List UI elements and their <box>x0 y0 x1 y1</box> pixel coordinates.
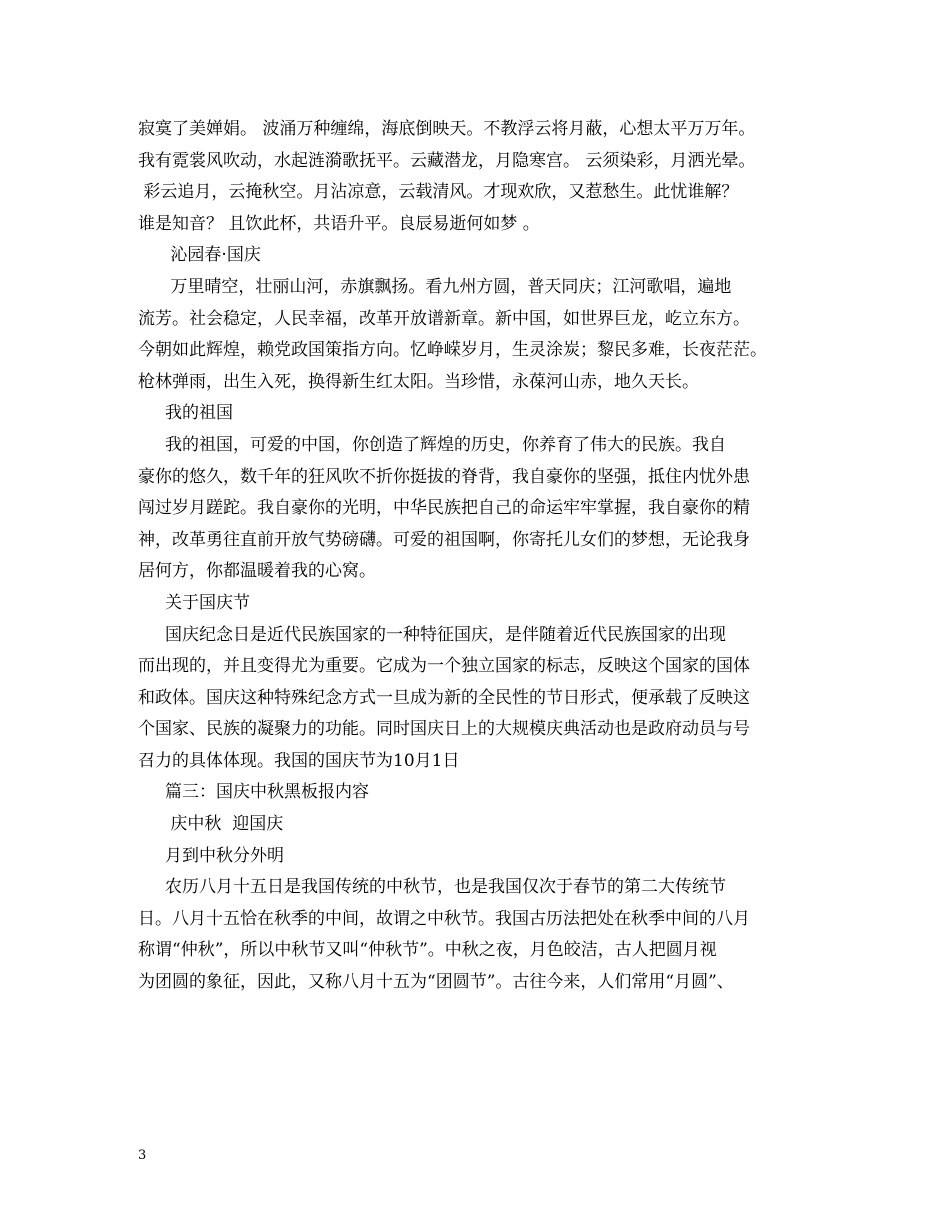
text-line: 神，改革勇往直前开放气势磅礴。可爱的祖国啊，你寄托儿女们的梦想，无论我身 <box>138 529 750 550</box>
text-line: 枪林弹雨，出生入死，换得新生红太阳。当珍惜，永葆河山赤，地久天长。 <box>138 371 699 392</box>
text-line: 寂寞了美婵娟。 波涌万种缠绵，海底倒映天。不教浮云将月蔽，心想太平万万年。 <box>138 119 756 139</box>
text-line: 彩云追月，云掩秋空。月沾凉意，云载清风。才现欢欣，又惹愁生。此忧谁解？ <box>138 182 739 203</box>
text-line: 今朝如此辉煌，赖党政国策指方向。忆峥嵘岁月，生灵涂炭；黎民多难，长夜茫茫。 <box>138 340 767 361</box>
text-line: 闯过岁月蹉跎。我自豪你的光明，中华民族把自己的命运牢牢掌握，我自豪你的精 <box>138 498 750 519</box>
text-line: 万里晴空，壮丽山河，赤旗飘扬。看九州方圆，普天同庆；江河歌唱，遍地 <box>138 276 732 297</box>
text-line: 谁是知音？ 且饮此杯，共语升平。良辰易逝何如梦 。 <box>138 213 540 234</box>
text-line: 居何方，你都温暖着我的心窝。 <box>138 561 376 582</box>
text-line: 国庆纪念日是近代民族国家的一种特征国庆，是伴随着近代民族国家的出现 <box>138 624 727 645</box>
section-heading: 庆中秋 迎国庆 <box>138 814 284 835</box>
text-line: 我有霓裳风吹动，水起涟漪歌抚平。云藏潜龙，月隐寒宫。 云须染彩，月洒光晕。 <box>138 150 756 171</box>
section-heading: 月到中秋分外明 <box>138 845 285 866</box>
text-line: 为团圆的象征，因此，又称八月十五为“团圆节”。古往今来，人们常用“月圆”、 <box>138 972 734 993</box>
text-line: 个国家、民族的凝聚力的功能。同时国庆日上的大规模庆典活动也是政府动员与号 <box>138 719 750 740</box>
text-line: 我的祖国，可爱的中国，你创造了辉煌的历史，你养育了伟大的民族。我自 <box>138 434 727 455</box>
text-line: 豪你的悠久，数千年的狂风吹不折你挺拔的脊背，我自豪你的坚强，抵住内忧外患 <box>138 466 750 487</box>
section-heading: 沁园春·国庆 <box>138 245 261 266</box>
section-heading: 关于国庆节 <box>138 592 251 613</box>
text-line: 而出现的，并且变得尤为重要。它成为一个独立国家的标志，反映这个国家的国体 <box>138 656 750 677</box>
section-heading: 篇三：国庆中秋黑板报内容 <box>138 782 370 803</box>
text-line: 和政体。国庆这种特殊纪念方式一旦成为新的全民性的节日形式，便承载了反映这 <box>138 687 750 708</box>
text-line: 称谓“仲秋”，所以中秋节又叫“仲秋节”。中秋之夜，月色皎洁，古人把圆月视 <box>138 940 717 961</box>
text-line: 农历八月十五日是我国传统的中秋节，也是我国仅次于春节的第二大传统节 <box>138 877 727 898</box>
text-line: 流芳。社会稳定，人民幸福，改革开放谱新章。新中国，如世界巨龙，屹立东方。 <box>138 308 750 329</box>
page-number: 3 <box>138 1148 147 1163</box>
text-line: 召力的具体体现。我国的国庆节为10月1日 <box>138 750 460 771</box>
document-body <box>138 114 828 999</box>
text-line: 日。八月十五恰在秋季的中间，故谓之中秋节。我国古历法把处在秋季中间的八月 <box>138 908 750 929</box>
section-heading: 我的祖国 <box>138 403 234 424</box>
